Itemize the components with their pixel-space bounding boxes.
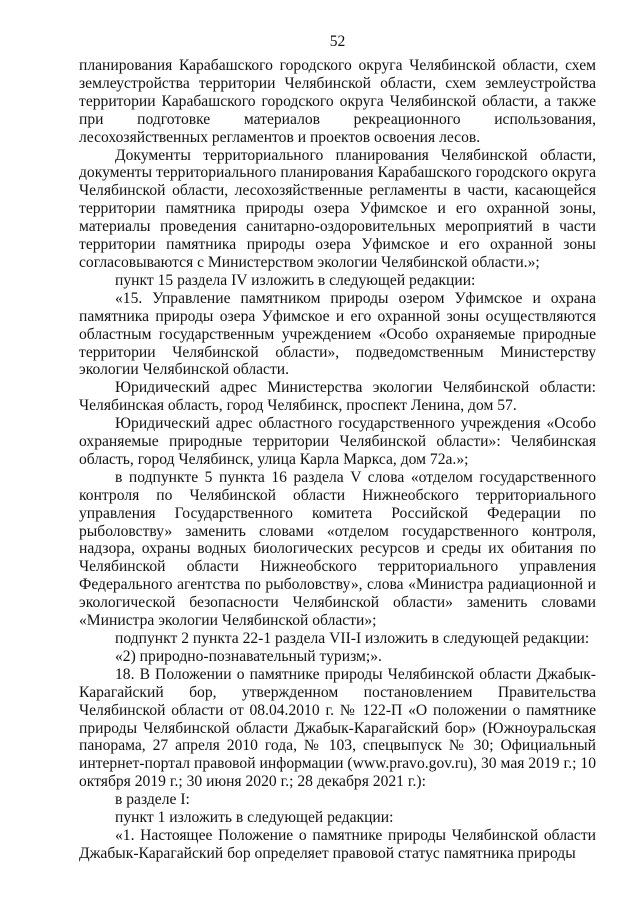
paragraph: «1. Настоящее Положение о памятнике природы Челябинской области Джабык-Карагайский бор определяет правовой статус памятника природы — [79, 826, 596, 862]
paragraph: подпункт 2 пункта 22-1 раздела VII-I изложить в следующей редакции: — [115, 630, 590, 647]
paragraph: 18. В Положении о памятнике природы Челябинской области Джабык-Карагайский бор, утвержденном постановлением Правительства Челябинской области от 08.04.2010 г. № 122-П «О положении о памятнике природы Челябинской области Джабык-Карагайский бор» (Южноуральская панорама, 27 апреля 2010 года, № 103, спецвыпуск № 30; Официальный интернет-портал правовой информации (www.pravo.gov.ru), 30 мая 2019 г.; 10 октября 2019 г.; 30 июня 2020 г.; 28 декабря 2021 г.): — [79, 665, 596, 791]
paragraph: пункт 15 раздела IV изложить в следующей редакции: — [115, 271, 476, 289]
paragraph: Документы территориального планирования Челябинской области, документы территориального планирования Карабашского городского округа Челябинской области, лесохозяйственные регламенты в части, касающейся территории памятника природы озера Уфимское и его охранной зоны, материалы проведения санитарно-оздоровительных мероприятий в части территории памятника природы озера Уфимское и его охранной зоны согласовываются с Министерством экологии Челябинской области.»; — [79, 146, 596, 271]
document-body — [79, 57, 596, 863]
paragraph: «15. Управление памятником природы озером Уфимское и охрана памятника природы озера Уфимское и его охранной зоны осуществляются областным государственным учреждением «Особо охраняемые природные территории Челябинской области», подведомственным Министерству экологии Челябинской области. — [79, 289, 596, 379]
paragraph: Юридический адрес областного государственного учреждения «Особо охраняемые природные территории Челябинской области»: Челябинская область, город Челябинск, улица Карла Маркса, дом 72а.»; — [79, 415, 596, 468]
paragraph: планирования Карабашского городского округа Челябинской области, схем землеустройства территории Челябинской области, схем землеустройства территории Карабашского городского округа Челябинской области, а также при подготовке материалов рекреационного использования, лесохозяйственных регламентов и проектов освоения лесов. — [79, 57, 596, 146]
page-number: 52 — [329, 33, 346, 50]
paragraph: в подпункте 5 пункта 16 раздела V слова «отделом государственного контроля по Челябинской области Нижнеобского территориального управления Государственного комитета Российской Федерации по рыболовству» заменить словами «отделом государственного контроля, надзора, охраны водных биологических ресурсов и среды их обитания по Челябинской области Нижнеобского территориального управления Федерального агентства по рыболовству», слова «Министра радиационной и экологической безопасности Челябинской области» заменить словами «Министра экологии Челябинской области»; — [79, 468, 596, 630]
paragraph: «2) природно-познавательный туризм;». — [115, 647, 382, 665]
paragraph: в разделе I: — [115, 791, 190, 809]
paragraph: Юридический адрес Министерства экологии Челябинской области: Челябинская область, город Челябинск, проспект Ленина, дом 57. — [79, 379, 596, 415]
paragraph: пункт 1 изложить в следующей редакции: — [115, 809, 394, 827]
